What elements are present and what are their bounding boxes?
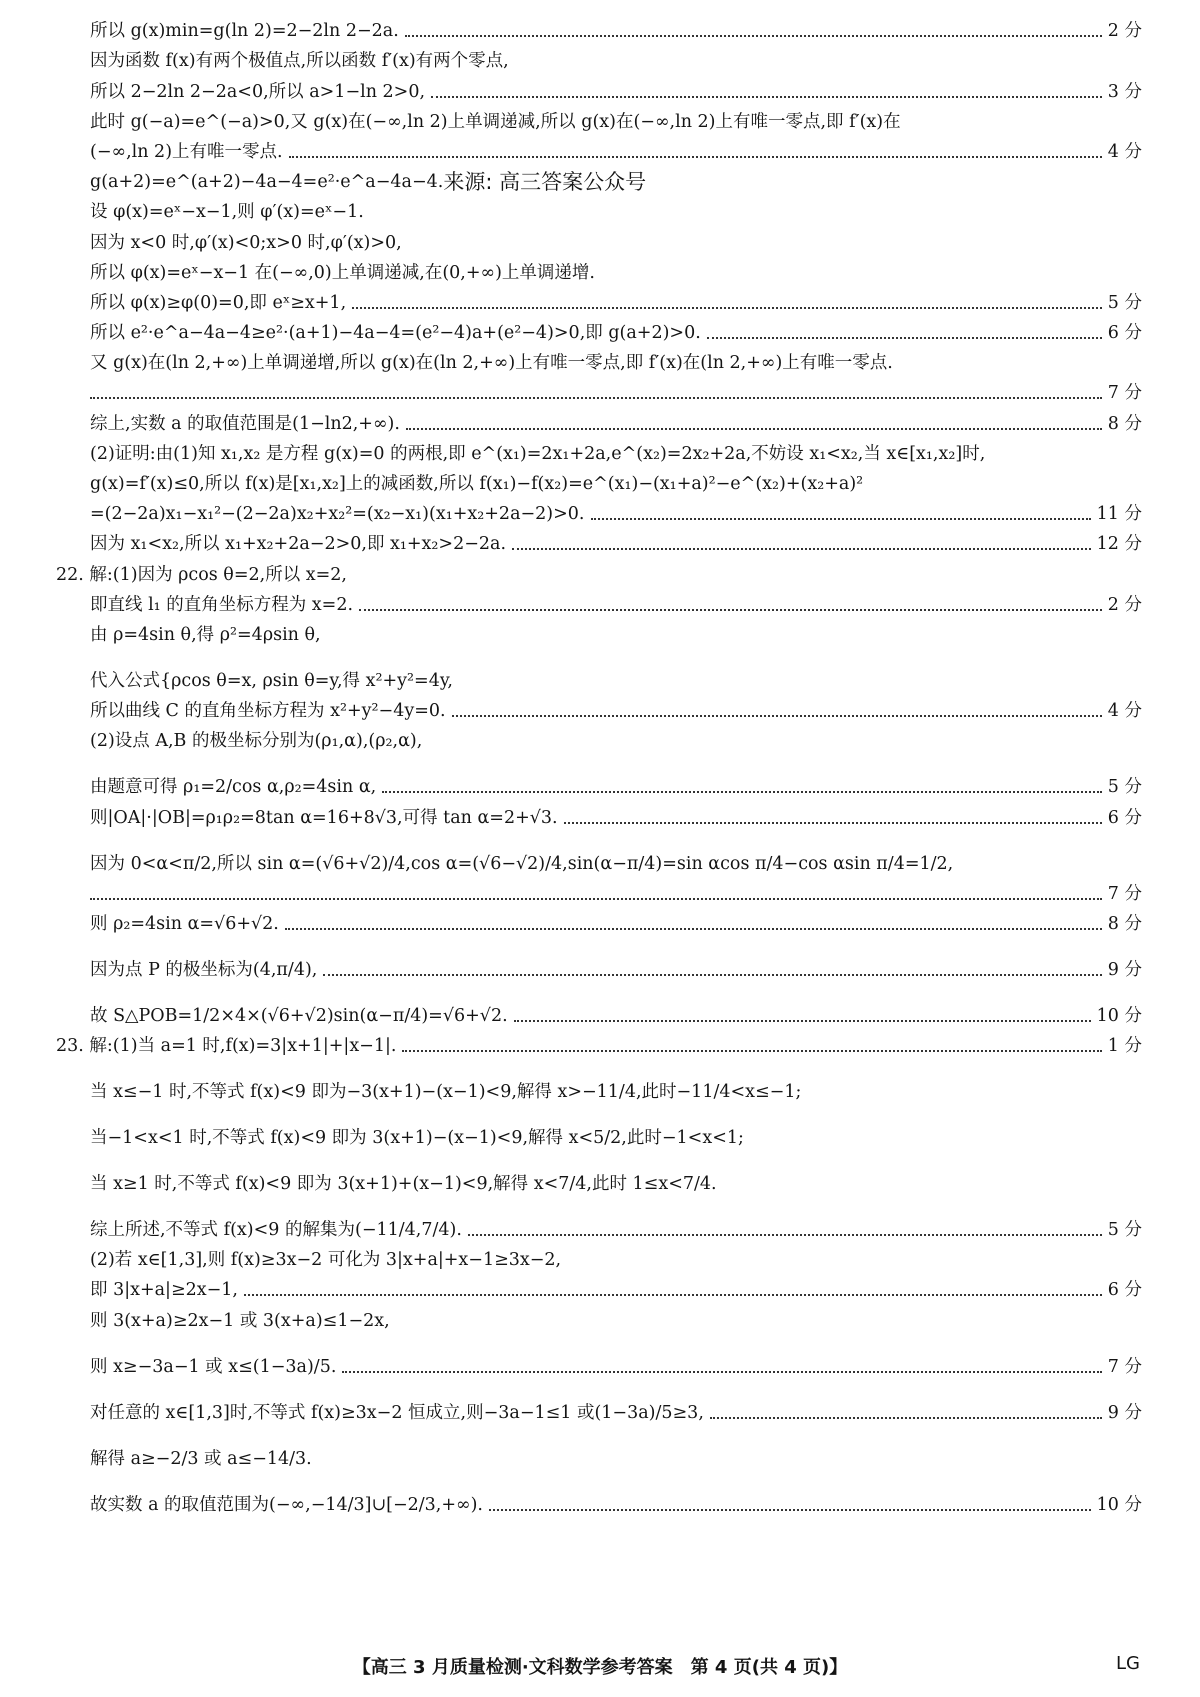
solution-line — [90, 1378, 1142, 1424]
dot-leader — [323, 974, 1101, 976]
solution-line — [90, 981, 1142, 1027]
line-text: 当 x≤−1 时,不等式 f(x)<9 即为−3(x+1)−(x−1)<9,解得 x>−11/4,此时−11/4<x≤−1; — [90, 1082, 802, 1103]
dot-leader — [710, 1417, 1102, 1419]
dot-leader — [514, 1020, 1091, 1022]
dot-leader — [431, 96, 1102, 98]
line-text: 所以曲线 C 的直角坐标方程为 x²+y²−4y=0. — [90, 701, 446, 722]
line-text: 由题意可得 ρ₁=2/cos α,ρ₂=4sin α, — [90, 777, 377, 798]
dot-leader — [359, 609, 1102, 611]
line-text: 22. 解:(1)因为 ρcos θ=2,所以 x=2, — [56, 564, 347, 585]
line-text: 因为点 P 的极坐标为(4,π/4), — [90, 959, 318, 980]
score-label: 4 分 — [1107, 141, 1142, 162]
solution-line — [90, 1057, 1142, 1103]
solution-line — [90, 1195, 1142, 1241]
dot-leader — [564, 822, 1102, 824]
line-text: 则 3(x+a)≥2x−1 或 3(x+a)≤1−2x, — [90, 1310, 390, 1331]
line-text: 故 S△POB=1/2×4×(√6+√2)sin(α−π/4)=√6+√2. — [90, 1005, 508, 1026]
solution-lines — [56, 12, 1142, 1516]
solution-line — [90, 1470, 1142, 1516]
dot-leader — [342, 1371, 1101, 1373]
score-label: 7 分 — [1107, 383, 1142, 404]
line-text: 解得 a≥−2/3 或 a≤−14/3. — [90, 1448, 312, 1469]
line-text: 则|OA|·|OB|=ρ₁ρ₂=8tan α=16+8√3,可得 tan α=2+√3. — [90, 807, 558, 828]
line-text: (2)设点 A,B 的极坐标分别为(ρ₁,α),(ρ₂,α), — [90, 731, 423, 752]
score-label: 12 分 — [1096, 534, 1142, 555]
line-text: 即直线 l₁ 的直角坐标方程为 x=2. — [90, 594, 354, 615]
solution-line — [90, 935, 1142, 981]
score-label: 10 分 — [1096, 1494, 1142, 1515]
line-text: 因为 x₁<x₂,所以 x₁+x₂+2a−2>0,即 x₁+x₂>2−2a. — [90, 534, 507, 555]
line-text: 所以 φ(x)≥φ(0)=0,即 eˣ≥x+1, — [90, 292, 347, 313]
solution-line — [90, 1424, 1142, 1470]
solution-line — [90, 586, 1142, 616]
line-text: 因为 0<α<π/2,所以 sin α=(√6+√2)/4,cos α=(√6−√2)/4,sin(α−π/4)=sin αcos π/4−cos αsin π/4=1/2, — [90, 853, 954, 874]
page-footer — [0, 1653, 1200, 1683]
line-text: 此时 g(−a)=e^(−a)>0,又 g(x)在(−∞,ln 2)上单调递减,所以 g(x)在(−∞,ln 2)上有唯一零点,即 f′(x)在 — [90, 111, 901, 132]
line-text: 由 ρ=4sin θ,得 ρ²=4ρsin θ, — [90, 624, 321, 645]
solution-line — [90, 798, 1142, 828]
line-text: (2)若 x∈[1,3],则 f(x)≥3x−2 可化为 3|x+a|+x−1≥3x−2, — [90, 1250, 562, 1271]
line-text: 综上所述,不等式 f(x)<9 的解集为(−11/4,7/4). — [90, 1220, 462, 1241]
solution-line — [90, 133, 1142, 163]
dot-leader — [452, 715, 1102, 717]
solution-line — [90, 646, 1142, 692]
score-label: 11 分 — [1096, 504, 1142, 525]
solution-line — [90, 1149, 1142, 1195]
solution-line — [90, 1332, 1142, 1378]
line-text: 代入公式{ρcos θ=x, ρsin θ=y,得 x²+y²=4y, — [90, 670, 453, 691]
line-text: 所以 2−2ln 2−2a<0,所以 a>1−ln 2>0, — [90, 81, 426, 102]
solution-line — [90, 435, 1142, 465]
line-text: 综上,实数 a 的取值范围是(1−ln2,+∞). — [90, 413, 400, 434]
solution-line — [90, 12, 1142, 42]
dot-leader — [707, 337, 1102, 339]
solution-line — [90, 404, 1142, 434]
line-text: 又 g(x)在(ln 2,+∞)上单调递增,所以 g(x)在(ln 2,+∞)上有唯一零点,即 f′(x)在(ln 2,+∞)上有唯一零点. — [90, 353, 893, 374]
score-label: 5 分 — [1107, 292, 1142, 313]
line-text: 因为函数 f(x)有两个极值点,所以函数 f′(x)有两个零点, — [90, 51, 509, 72]
score-label: 9 分 — [1107, 1402, 1142, 1423]
line-text: 则 ρ₂=4sin α=√6+√2. — [90, 913, 279, 934]
score-label: 3 分 — [1107, 81, 1142, 102]
solution-line — [90, 344, 1142, 374]
dot-leader — [402, 1050, 1101, 1052]
dot-leader — [382, 791, 1102, 793]
solution-line — [90, 72, 1142, 102]
dot-leader — [468, 1234, 1102, 1236]
solution-line — [90, 875, 1142, 905]
dot-leader — [591, 518, 1091, 520]
solution-line — [90, 374, 1142, 404]
line-text: 所以 e²·e^a−4a−4≥e²·(a+1)−4a−4=(e²−4)a+(e²−4)>0,即 g(a+2)>0. — [90, 323, 701, 344]
line-text: 因为 x<0 时,φ′(x)<0;x>0 时,φ′(x)>0, — [90, 232, 402, 253]
solution-line — [90, 829, 1142, 875]
score-label: 4 分 — [1107, 701, 1142, 722]
solution-line — [90, 1241, 1142, 1271]
line-text: 当−1<x<1 时,不等式 f(x)<9 即为 3(x+1)−(x−1)<9,解得 x<5/2,此时−1<x<1; — [90, 1128, 744, 1149]
line-text: 当 x≥1 时,不等式 f(x)<9 即为 3(x+1)+(x−1)<9,解得 x<7/4,此时 1≤x<7/4. — [90, 1174, 717, 1195]
score-label: 6 分 — [1107, 323, 1142, 344]
solution-line — [90, 722, 1142, 752]
dot-leader — [512, 548, 1091, 550]
solution-line — [90, 42, 1142, 72]
score-label: 2 分 — [1107, 21, 1142, 42]
solution-line — [90, 163, 1142, 193]
solution-line — [90, 1271, 1142, 1301]
dot-leader — [285, 928, 1102, 930]
score-label: 6 分 — [1107, 1280, 1142, 1301]
line-text: 故实数 a 的取值范围为(−∞,−14/3]∪[−2/3,+∞). — [90, 1494, 483, 1515]
dot-leader — [405, 35, 1102, 37]
footer-code: LG — [1116, 1653, 1140, 1674]
solution-line — [56, 1027, 1142, 1057]
line-text: g(a+2)=e^(a+2)−4a−4=e²·e^a−4a−4. — [90, 172, 444, 193]
solution-line — [90, 1103, 1142, 1149]
line-text: 则 x≥−3a−1 或 x≤(1−3a)/5. — [90, 1356, 337, 1377]
score-label: 7 分 — [1107, 1356, 1142, 1377]
line-text: 23. 解:(1)当 a=1 时,f(x)=3|x+1|+|x−1|. — [56, 1036, 397, 1057]
line-text: (2)证明:由(1)知 x₁,x₂ 是方程 g(x)=0 的两根,即 e^(x₁)=2x₁+2a,e^(x₂)=2x₂+2a,不妨设 x₁<x₂,当 x∈[x₁,x₂]时, — [90, 443, 986, 464]
line-text: 即 3|x+a|≥2x−1, — [90, 1280, 238, 1301]
solution-line — [90, 103, 1142, 133]
score-label: 2 分 — [1107, 594, 1142, 615]
solution-line — [90, 692, 1142, 722]
score-label: 9 分 — [1107, 959, 1142, 980]
score-label: 5 分 — [1107, 1220, 1142, 1241]
dot-leader — [90, 898, 1102, 900]
solution-line — [90, 223, 1142, 253]
solution-line — [90, 616, 1142, 646]
line-text: 对任意的 x∈[1,3]时,不等式 f(x)≥3x−2 恒成立,则−3a−1≤1 或(1−3a)/5≥3, — [90, 1402, 704, 1423]
score-label: 5 分 — [1107, 777, 1142, 798]
dot-leader — [90, 397, 1102, 399]
line-text: (−∞,ln 2)上有唯一零点. — [90, 141, 283, 162]
solution-line — [90, 254, 1142, 284]
score-label: 6 分 — [1107, 807, 1142, 828]
solution-line — [90, 905, 1142, 935]
solution-line — [90, 284, 1142, 314]
line-text: g(x)=f′(x)≤0,所以 f(x)是[x₁,x₂]上的减函数,所以 f(x₁)−f(x₂)=e^(x₁)−(x₁+a)²−e^(x₂)+(x₂+a)² — [90, 474, 864, 494]
dot-leader — [289, 156, 1102, 158]
score-label: 8 分 — [1107, 413, 1142, 434]
score-label: 10 分 — [1096, 1005, 1142, 1026]
footer-title: 【高三 3 月质量检测·文科数学参考答案 第 4 页(共 4 页)】 — [352, 1657, 848, 1678]
solution-line — [90, 1301, 1142, 1331]
dot-leader — [352, 307, 1102, 309]
dot-leader — [489, 1509, 1091, 1511]
line-text: =(2−2a)x₁−x₁²−(2−2a)x₂+x₂²=(x₂−x₁)(x₁+x₂+2a−2)>0. — [90, 504, 585, 525]
solution-line — [90, 314, 1142, 344]
line-text: 设 φ(x)=eˣ−x−1,则 φ′(x)=eˣ−1. — [90, 202, 364, 223]
solution-line — [56, 555, 1142, 585]
score-label: 1 分 — [1107, 1036, 1142, 1057]
solution-line — [90, 193, 1142, 223]
solution-line — [90, 752, 1142, 798]
solution-line — [90, 525, 1142, 555]
solution-line — [90, 495, 1142, 525]
dot-leader — [406, 428, 1102, 430]
source-watermark-text: 来源: 高三答案公众号 — [443, 170, 647, 195]
score-label: 7 分 — [1107, 883, 1142, 904]
dot-leader — [244, 1294, 1102, 1296]
solution-line — [90, 465, 1142, 495]
line-text: 所以 g(x)min=g(ln 2)=2−2ln 2−2a. — [90, 21, 399, 42]
line-text: 所以 φ(x)=eˣ−x−1 在(−∞,0)上单调递减,在(0,+∞)上单调递增. — [90, 262, 595, 283]
score-label: 8 分 — [1107, 913, 1142, 934]
